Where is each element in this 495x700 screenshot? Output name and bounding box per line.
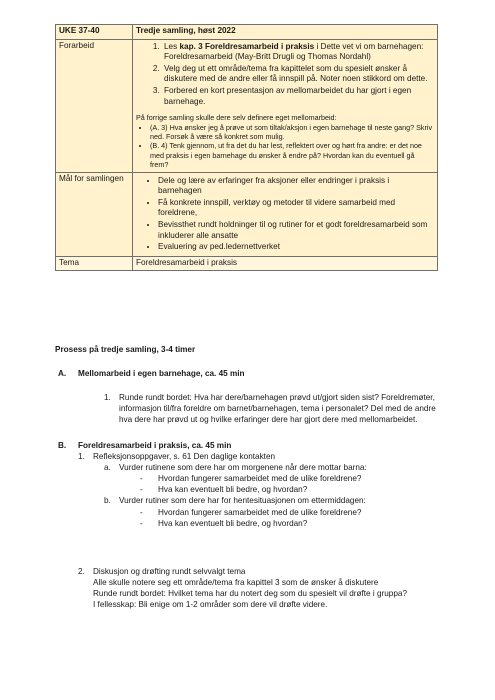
sub-question: Hvordan fungerer samarbeidet med de ulike foreldrene? [158,474,362,483]
session-plan-table [55,24,438,271]
goals-label: Mål for samlingen [56,172,133,256]
section-a-line: informasjon til/fra foreldre om barnet/barnehagen, tema i personalet? Del med de andre [119,404,436,413]
theme-label: Tema [56,256,133,271]
sub-item-a: Vurder rutinene som dere har om morgenene når dere mottar barna: [119,463,367,472]
prep-step: 3. Forbered en kort presentasjon av mellomarbeidet du har gjort i egen barnehage. [162,86,434,107]
section-b-item-number: 1. [78,452,85,461]
section-a-letter: A. [58,369,67,378]
dash-marker: - [140,474,143,483]
theme-row [56,256,438,271]
prep-note-intro: På forrige samling skulle dere selv definere eget mellomarbeid: [136,113,337,123]
sub-question: Hvordan fungerer samarbeidet med de ulike foreldrene? [158,508,362,517]
section-b-letter: B. [58,441,67,450]
week-cell: UKE 37-40 [56,25,133,40]
prep-step: 2. Velg deg ut ett område/tema fra kapittelet som du spesielt ønsker å diskutere med de andre eller få innspill på. Noter noen stikkord om dette. [162,64,434,85]
process-title: Prosess på tredje samling, 3-4 timer [55,345,196,354]
section-b-title: Foreldresamarbeid i praksis, ca. 45 min [78,441,232,450]
section-b-item-line: I fellesskap: Bli enige om 1-2 områder som dere vil drøfte videre. [93,600,328,609]
dash-marker: - [140,485,143,494]
prep-step: 1. Les kap. 3 Foreldresamarbeid i praksis i Dette vet vi om barnehagen: Foreldresamarbeid (May-Britt Drugli og Thomas Nordahl) [162,42,434,63]
goal-item: • Evaluering av ped.ledernettverket [158,242,434,253]
section-b-item-line: Alle skulle notere seg ett område/tema fra kapittel 3 som de ønsker å diskutere [93,578,379,587]
dash-marker: - [140,508,143,517]
goals-row [56,172,438,256]
section-a-line: hva dere har prøvd ut og hvilke erfaringer dere har gjort dere med mellomarbeidet. [119,415,418,424]
section-a-item-number: 1. [104,393,111,402]
prep-note-list [136,123,434,170]
prep-row [56,39,438,172]
sub-letter-b: b. [104,496,111,505]
section-a-line: Runde rundt bordet: Hva har dere/barnehagen prøvd ut/gjort siden sist? Foreldremøter, [119,393,435,402]
section-b-item-number: 2. [78,567,85,576]
goals-content [133,172,438,256]
section-a-title: Mellomarbeid i egen barnehage, ca. 45 min [78,369,245,378]
section-b-item: Refleksjonsoppgaver, s. 61 Den daglige kontakten [93,452,276,461]
section-b-item-line: Diskusjon og drøfting rundt selvvalgt tema [93,567,246,576]
prep-note-item: • (B. 4) Tenk gjennom, ut fra det du har lest, reflektert over og hørt fra andre: er det noe med praksis i egen barnehage du ønsker å endre på? Hvordan kan du eventuell gå frem? [150,141,434,169]
goal-item: • Få konkrete innspill, verktøy og metoder til videre samarbeid med foreldrene, [158,198,434,219]
sub-letter-a: a. [104,463,111,472]
sub-question: Hva kan eventuelt bli bedre, og hvordan? [158,519,308,528]
prep-steps [136,42,434,108]
goal-item: • Bevissthet rundt holdninger til og rutiner for et godt foreldresamarbeid som inkluderer alle ansatte [158,220,434,241]
prep-note [136,113,434,169]
theme-value: Foreldresamarbeid i praksis [133,256,438,271]
table-header-row [56,25,438,40]
sub-question: Hva kan eventuelt bli bedre, og hvordan? [158,485,308,494]
goal-item: • Dele og lære av erfaringer fra aksjoner eller endringer i praksis i barnehagen [158,176,434,197]
session-title-cell: Tredje samling, høst 2022 [133,25,438,40]
dash-marker: - [140,519,143,528]
prep-note-item: • (A. 3) Hva ønsker jeg å prøve ut som tiltak/aksjon i egen barnehage til neste gang? Skriv ned. Forsøk å være så konkret som mulig. [150,123,434,142]
goals-list [136,176,434,253]
prep-label: Forarbeid [56,39,133,172]
prep-content [133,39,438,172]
sub-item-b: Vurder rutiner som dere har for hentesituasjonen om ettermiddagen: [119,496,366,505]
section-b-item-line: Runde rundt bordet: Hvilket tema har du notert deg som du spesielt vil drøfte i gruppa? [93,589,408,598]
